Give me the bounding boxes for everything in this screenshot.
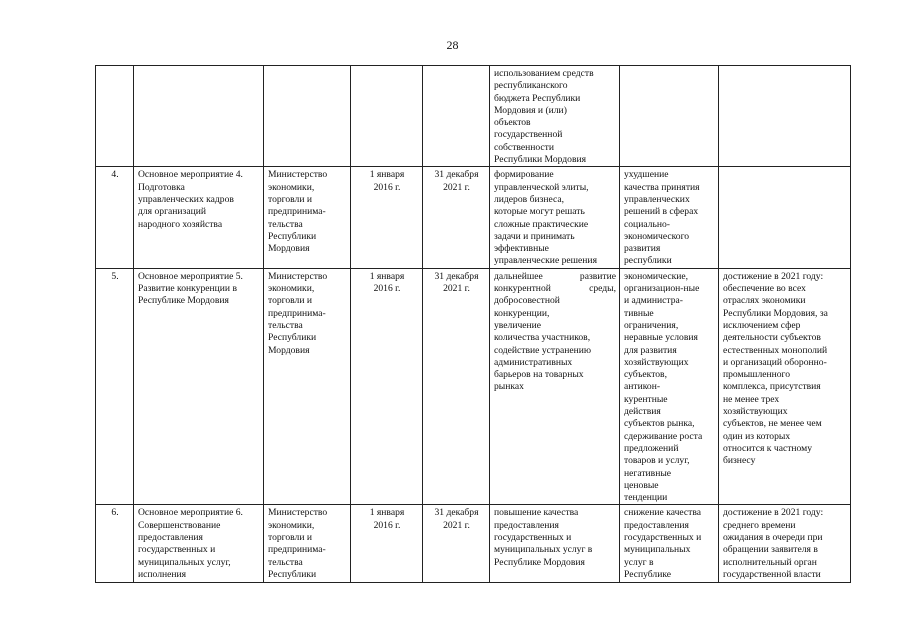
- table-row: [96, 167, 851, 268]
- end-date-cell: [423, 66, 490, 167]
- end-date-cell: 31 декабря 2021 г.: [423, 268, 490, 505]
- end-date-cell: 31 декабря 2021 г.: [423, 167, 490, 268]
- expected-result-cell: использованием средств республиканского бюджета Республики Мордовия и (или) объектов государственной собственности Республики Мордовия: [490, 66, 620, 167]
- expected-result-cell: повышение качества предоставления государственных и муниципальных услуг в Республике Мордовия: [490, 505, 620, 583]
- measures-table: [95, 65, 851, 583]
- consequences-cell: ухудшение качества принятия управленческих решений в сферах социально- экономического развития республики: [620, 167, 719, 268]
- start-date-cell: 1 января 2016 г.: [351, 505, 423, 583]
- consequences-cell: экономические, организацион-ные и администра- тивные ограничения, неравные условия для развития хозяйствующих субъектов, антикон- курентные действия субъектов рынка, сдерживание роста предложений товаров и услуг, негативные ценовые тенденции: [620, 268, 719, 505]
- executor-cell: [264, 66, 351, 167]
- measure-name-cell: Основное мероприятие 6. Совершенствование предоставления государственных и муниципальных услуг, исполнения: [134, 505, 264, 583]
- table-row: [96, 66, 851, 167]
- row-number-cell: 5.: [96, 268, 134, 505]
- table-row: [96, 268, 851, 505]
- page-number: 28: [446, 38, 459, 52]
- row-number-cell: [96, 66, 134, 167]
- expected-result-cell: дальнейшее развитие конкурентной среды, добросовестной конкуренции, увеличение количества участников, содействие устранению административных барьеров на товарных рынках: [490, 268, 620, 505]
- start-date-cell: 1 января 2016 г.: [351, 167, 423, 268]
- row-number-cell: 6.: [96, 505, 134, 583]
- end-date-cell: 31 декабря 2021 г.: [423, 505, 490, 583]
- measure-name-cell: Основное мероприятие 4. Подготовка управленческих кадров для организаций народного хозяйства: [134, 167, 264, 268]
- indicators-cell: [719, 167, 851, 268]
- consequences-cell: снижение качества предоставления государственных и муниципальных услуг в Республике: [620, 505, 719, 583]
- start-date-cell: 1 января 2016 г.: [351, 268, 423, 505]
- indicators-cell: достижение в 2021 году: обеспечение во всех отраслях экономики Республики Мордовия, за исключением сфер деятельности субъектов естественных монополий и организаций оборонно- промышленного комплекса, присутствия не менее трех хозяйствующих субъектов, не менее чем один из которых относится к частному бизнесу: [719, 268, 851, 505]
- measure-name-cell: [134, 66, 264, 167]
- table-row: [96, 505, 851, 583]
- row-number-cell: 4.: [96, 167, 134, 268]
- indicators-cell: достижение в 2021 году: среднего времени ожидания в очереди при обращении заявителя в исполнительный орган государственной власти: [719, 505, 851, 583]
- executor-cell: Министерство экономики, торговли и предпринима- тельства Республики Мордовия: [264, 167, 351, 268]
- executor-cell: Министерство экономики, торговли и предпринима- тельства Республики Мордовия: [264, 268, 351, 505]
- start-date-cell: [351, 66, 423, 167]
- executor-cell: Министерство экономики, торговли и предпринима- тельства Республики: [264, 505, 351, 583]
- expected-result-cell: формирование управленческой элиты, лидеров бизнеса, которые могут решать сложные практические задачи и принимать эффективные управленческие решения: [490, 167, 620, 268]
- measure-name-cell: Основное мероприятие 5. Развитие конкуренции в Республике Мордовия: [134, 268, 264, 505]
- consequences-cell: [620, 66, 719, 167]
- indicators-cell: [719, 66, 851, 167]
